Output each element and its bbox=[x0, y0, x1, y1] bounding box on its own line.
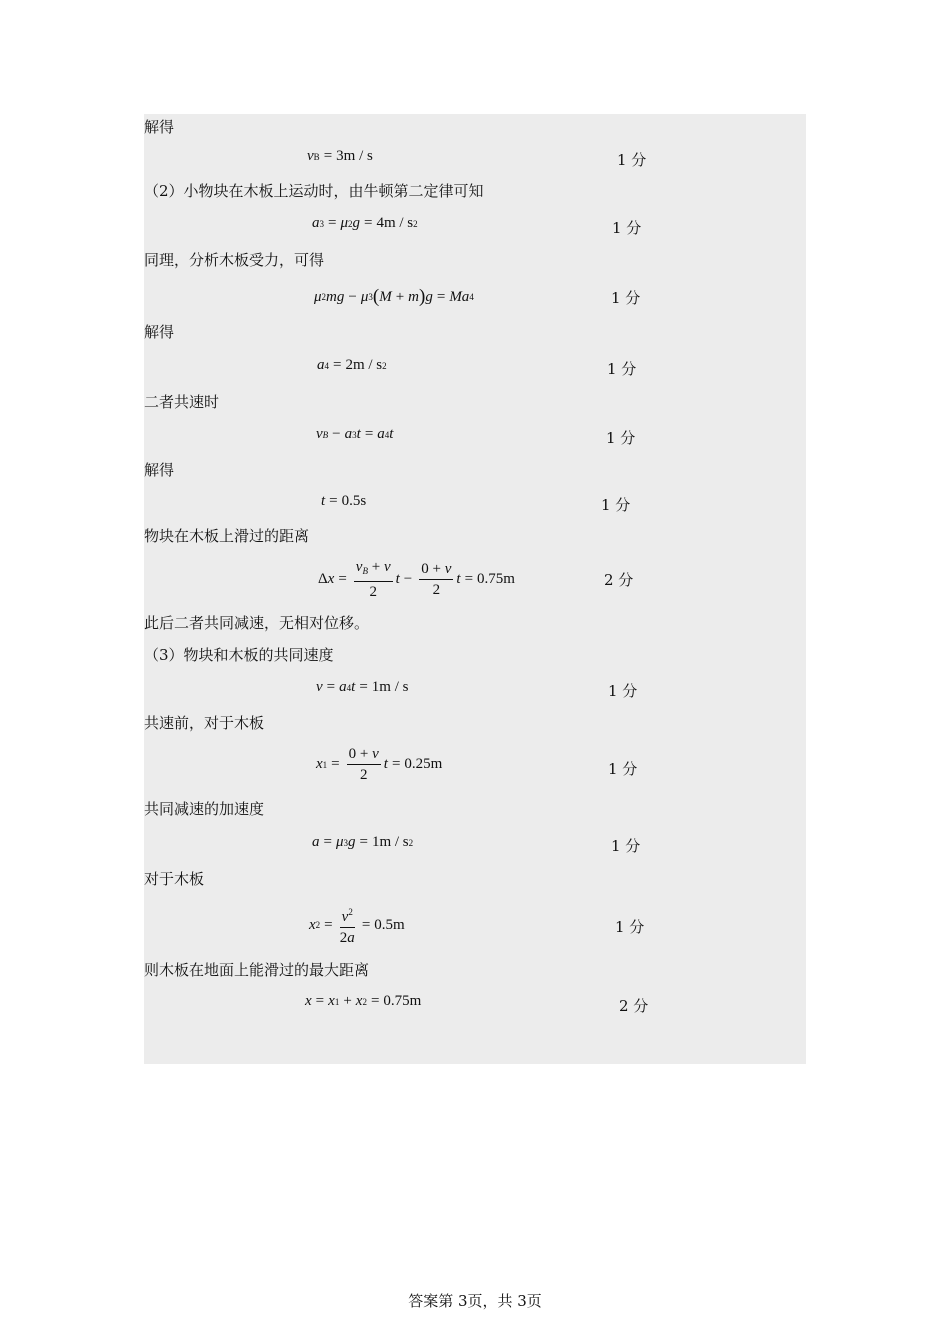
score: 2 分 bbox=[619, 997, 649, 1015]
score: 1 分 bbox=[606, 429, 636, 447]
page-footer: 答案第 3页，共 3页 bbox=[408, 1292, 542, 1310]
text-line: 对于木板 bbox=[144, 870, 205, 888]
equation-x1: x 1 = $\frac{0 + v}{2}$ t = 0.25m bbox=[316, 746, 443, 783]
text-line: 解得 bbox=[144, 118, 175, 136]
score: 1 分 bbox=[612, 219, 642, 237]
score: 1 分 bbox=[617, 151, 647, 169]
text-line: 则木板在地面上能滑过的最大距离 bbox=[144, 961, 370, 979]
equation-t: t = 0.5s bbox=[321, 493, 367, 509]
score: 1 分 bbox=[608, 760, 638, 778]
score: 1 分 bbox=[601, 496, 631, 514]
equation-x-total: x = x 1 + x 2 = 0.75m bbox=[305, 993, 422, 1009]
equation-x2: x 2 = $\frac{v^2}{2a}$ = 0.5m bbox=[309, 904, 405, 946]
score: 1 分 bbox=[615, 918, 645, 936]
equation-a4: a 4 = 2m / s 2 bbox=[317, 357, 387, 373]
score: 1 分 bbox=[608, 682, 638, 700]
text-line: 二者共速时 bbox=[144, 393, 220, 411]
equation-delta-x: Δ x = $\frac{v_B + v}{2}$ t − $\frac{0 + v}{2}$ t = 0.75m bbox=[318, 559, 515, 600]
score: 1 分 bbox=[611, 837, 641, 855]
text-line: 物块在木板上滑过的距离 bbox=[144, 527, 310, 545]
equation-board-force: μ 2 mg − μ 3 ( M + m ) g = Ma 4 bbox=[314, 286, 474, 307]
score: 1 分 bbox=[607, 360, 637, 378]
text-line: 共速前，对于木板 bbox=[144, 714, 265, 732]
text-line: 解得 bbox=[144, 323, 175, 341]
equation-vb: v B = 3m / s bbox=[307, 148, 373, 164]
text-line: （2）小物块在木板上运动时，由牛顿第二定律可知 bbox=[144, 182, 484, 200]
score: 1 分 bbox=[611, 289, 641, 307]
equation-common-velocity: v B − a 3 t = a 4 t bbox=[316, 426, 394, 442]
equation-a: a = μ 3 g = 1m / s 2 bbox=[312, 834, 414, 850]
text-line: 此后二者共同减速，无相对位移。 bbox=[144, 614, 370, 632]
score: 2 分 bbox=[604, 571, 634, 589]
text-line: 同理，分析木板受力，可得 bbox=[144, 251, 325, 269]
text-line: 共同减速的加速度 bbox=[144, 800, 265, 818]
text-line: 解得 bbox=[144, 461, 175, 479]
equation-v: v = a 4 t = 1m / s bbox=[316, 679, 409, 695]
text-line: （3）物块和木板的共同速度 bbox=[144, 646, 334, 664]
equation-a3: a 3 = μ 2 g = 4m / s 2 bbox=[312, 215, 418, 231]
